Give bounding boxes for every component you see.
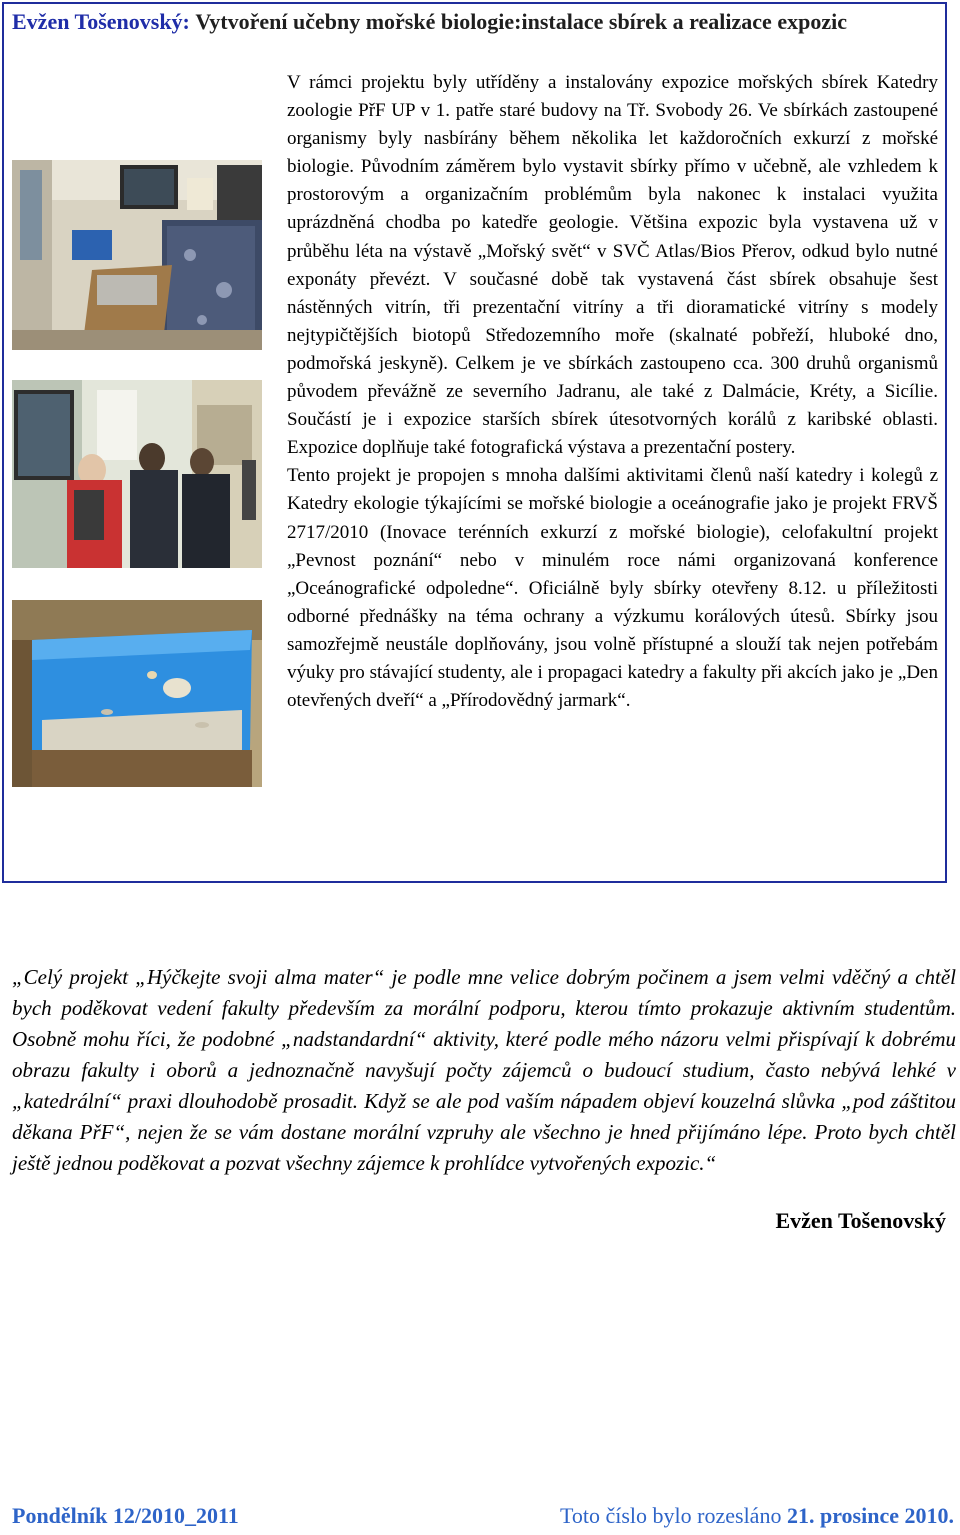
quote-signature: Evžen Tošenovský (775, 1208, 946, 1233)
footer-sent-note (560, 1503, 954, 1529)
photo-students-corridor (12, 380, 262, 568)
photo-corridor-vitrines (12, 160, 262, 350)
article-heading (12, 6, 938, 37)
footer-sent-date: 21. prosince 2010. (786, 1503, 954, 1528)
article-title: Vytvoření učebny mořské biologie:instalace sbírek a realizace expozic (195, 9, 847, 34)
article-body (287, 69, 938, 715)
footer-sent-prefix: Toto číslo bylo rozesláno (559, 1503, 782, 1528)
article-paragraph: V rámci projektu byly utříděny a instalovány expozice mořských sbírek Katedry zoologie PřF UP v 1. patře staré budovy na Tř. Svobody 26. Ve sbírkách zastoupené organismy byly nasbírány během několika let každoročních exkurzí z mořské biologie. Původním záměrem bylo vystavit sbírky přímo v učebně, ale vzhledem k prostorovým a organizačním problémům byla nakonec k instalaci využita uprázdněná chodba po katedře geologie. Většina expozic byla vystavena už v průběhu léta na výstavě „Mořský svět“ v SVČ Atlas/Bios Přerov, odkud bylo nutné exponáty převézt. V současné době tak vystavená část sbírek obsahuje šest nástěnných vitrín, tři prezentační vitríny a tři dioramatické vitríny s modely nejtypičtějších biotopů Středozemního moře (skalnaté pobřeží, hluboké dno, podmořská jeskyně). Celkem je ve sbírkách zastoupeno cca. 300 druhů organismů původem převážně ze severního Jadranu, ale také z Dalmácie, Kréty, a Sicílie. Součástí je i expozice starších sbírek útesotvorných korálů z karibské oblasti. Expozice doplňuje také fotografická výstava a prezentační postery. (287, 72, 938, 459)
student-quote: „Celý projekt „Hýčkejte svoji alma mater“ je podle mne velice dobrým počinem a jsem velmi vděčný a chtěl bych poděkovat vedení fakulty především za morální podporu, kterou tímto prokazuje aktivním studentům. Osobně mohu říci, že podobné „nadstandardní“ aktivity, které podle mého názoru velmi přispívají k dobrému obrazu fakulty i oborů a jednoznačně navyšují počty zájemců o budoucí studium, často nebývá lehké v „katedrální“ praxi dlouhodobě prosadit. Když se ale pod vaším nápadem objeví kouzelná slůvka „pod záštitou děkana PřF“, nejen že se vám dostane morální vzpruhy ale všechno je hned přijímáno lépe. Proto bych chtěl ještě jednou poděkovat a pozvat všechny zájemce k prohlídce vytvořených expozic.“ (12, 965, 956, 1175)
article-paragraph: Tento projekt je propojen s mnoha dalšími aktivitami členů naší katedry i kolegů z Katedry ekologie týkajícími se mořské biologie a oceánografie jako je projekt FRVŠ 2717/2010 (Inovace terénních exkurzí z mořské biologie), celofakultní projekt „Pevnost poznání“ nebo v minulém roce námi organizovaná konference „Oceánografické odpoledne“. Oficiálně byly sbírky otevřeny 8.12. u příležitosti odborné přednášky na téma ochrany a výzkumu korálových útesů. Sbírky jsou samozřejmě neustále doplňovány, jsou volně přístupné a slouží tak nejen potřebám výuky pro stávající studenty, ale i propagaci katedry a fakulty při akcích jako je „Den otevřených dveří“ a „Přírodovědný jarmark“. (287, 465, 938, 712)
footer-issue: Pondělník 12/2010_2011 (12, 1503, 239, 1528)
photo-diorama-vitrine (12, 600, 262, 787)
article-author: Evžen Tošenovský: (12, 9, 190, 34)
